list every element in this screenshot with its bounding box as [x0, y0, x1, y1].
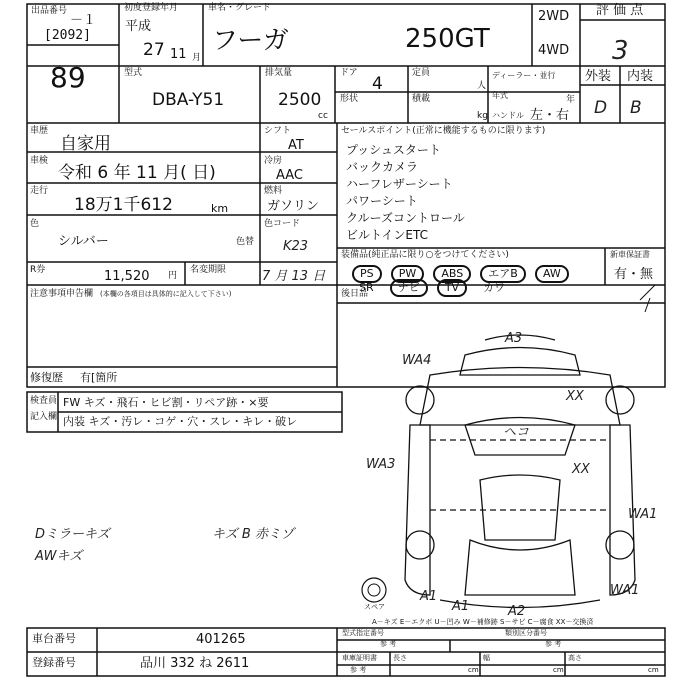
car-condition-diagram	[370, 330, 670, 620]
month-unit: 月	[192, 53, 202, 63]
mileage-unit: km	[211, 202, 229, 215]
sales-point-item: パワーシート	[346, 194, 418, 208]
wheel-front-left	[406, 386, 434, 414]
name-change-label: 名変期限	[190, 265, 227, 275]
sales-point-item: ビルトインETC	[346, 228, 428, 242]
sales-point-item: クルーズコントロール	[346, 211, 465, 225]
handwritten-note-2: AWキズ	[35, 549, 83, 564]
length-unit: cm	[468, 666, 479, 674]
inspection-value: 令和 6 年 11 月( 日)	[58, 163, 216, 183]
sales-points-list	[346, 142, 465, 244]
equip-leather: カワ	[483, 281, 506, 294]
rear-window-shape	[465, 540, 575, 595]
color-change-label: 色替	[236, 237, 255, 247]
equip-sr: SR	[359, 281, 374, 294]
sales-point-item: プッシュスタート	[346, 143, 441, 157]
usage-value: 自家用	[60, 134, 111, 154]
ac-label: 冷房	[264, 156, 283, 166]
drive-4wd: 4WD	[538, 43, 570, 58]
plate-label: 登録番号	[32, 656, 76, 669]
model-label: 車名・グレード	[208, 3, 272, 13]
chassis-label: 車台番号	[32, 632, 76, 645]
wheel-front-right	[606, 386, 634, 414]
color-label: 色	[30, 219, 40, 229]
score-label: 評 価 点	[596, 3, 644, 18]
recycle-unit: 円	[168, 271, 178, 281]
lot-number: 89	[50, 61, 86, 94]
damage-mark: WA1	[628, 507, 658, 522]
damage-mark: A1	[452, 599, 470, 614]
roof-shape	[480, 475, 560, 540]
exterior-grade: D	[594, 98, 608, 118]
sales-point-item: バックカメラ	[346, 160, 419, 174]
first-reg-era: 平成	[125, 19, 152, 34]
fw-row: FW キズ・飛石・ヒビ割・リペア跡・×要	[63, 396, 269, 409]
doors-value: 4	[372, 74, 383, 94]
garage-cert-label: 車庫証明書	[342, 654, 377, 662]
diagram-legend: A－キズ E－エクボ U－凹み W－補修跡 S－サビ C－腐食 XX－交換済	[372, 618, 594, 626]
drive-2wd: 2WD	[538, 9, 570, 24]
handle-label: ハンドル	[492, 111, 524, 120]
caution-label: 注意事項申告欄	[30, 289, 94, 299]
doors-label: ドア	[340, 68, 358, 78]
plate-value: 品川 332 ね 2611	[140, 656, 250, 671]
damage-mark: A3	[505, 331, 523, 346]
load-unit: kg	[477, 111, 488, 121]
lot-mark: －１	[70, 13, 97, 28]
first-reg-month: 11	[170, 47, 187, 62]
damage-mark: WA3	[366, 457, 396, 472]
fuel-value: ガソリン	[267, 199, 320, 214]
equipment-row-2	[352, 276, 516, 297]
length-label: 長さ	[393, 654, 407, 662]
new-car-warranty-label: 新車保証書	[610, 250, 650, 259]
damage-mark: A2	[508, 604, 526, 619]
inspection-label: 車検	[30, 156, 49, 166]
inspector-label-2: 記入欄	[30, 412, 58, 422]
damage-mark: WA4	[402, 353, 432, 368]
equip-abs: ABS	[433, 265, 471, 283]
damage-mark: XX	[572, 462, 590, 477]
width-label: 幅	[483, 654, 490, 662]
model-year-unit: 年	[566, 95, 576, 105]
shift-value: AT	[288, 138, 304, 153]
handwritten-note-1: Dミラーキズ	[35, 527, 110, 542]
capacity-label: 定員	[412, 68, 431, 78]
model-name: フーガ	[212, 26, 289, 56]
equip-navi: ナビ	[390, 279, 428, 297]
width-unit: cm	[553, 666, 564, 674]
name-change-value: 7 月 13 日	[262, 269, 326, 284]
designation-label: 型式指定番号	[342, 629, 384, 637]
category-ref: 参 考	[545, 640, 562, 648]
color-code-value: K23	[283, 239, 309, 254]
designation-ref: 参 考	[380, 640, 397, 648]
equip-airbag: エアB	[480, 265, 526, 283]
equipment-title: 装備品(純正品に限り○をつけてください)	[341, 250, 509, 260]
inspector-label-1: 検査員	[30, 396, 58, 406]
new-car-warranty-value: 有・無	[614, 267, 654, 282]
model-year-label: 年式	[492, 91, 508, 100]
spare-tire-icon	[360, 576, 390, 606]
garage-cert-value: 参 考	[350, 666, 367, 674]
grade: 250GT	[405, 24, 490, 54]
left-side-shape	[405, 425, 430, 595]
equip-pw: PW	[391, 265, 425, 283]
height-unit: cm	[648, 666, 659, 674]
sales-points-title: セールスポイント(正常に機能するものに限ります)	[341, 126, 546, 136]
recycle-label: R券	[30, 265, 46, 275]
displacement-value: 2500	[278, 90, 322, 110]
exterior-label: 外装	[585, 69, 612, 84]
first-reg-label: 初度登録年月	[124, 3, 179, 13]
equip-tv: TV	[437, 279, 467, 297]
caution-note: (本欄の各項目は具体的に記入して下さい)	[100, 290, 232, 298]
sales-point-item: ハーフレザーシート	[346, 177, 453, 191]
lot-code: [2092]	[44, 28, 91, 43]
fuel-label: 燃料	[264, 186, 283, 196]
interior-label: 内装	[627, 69, 654, 84]
displacement-label: 排気量	[265, 68, 293, 78]
load-label: 積載	[412, 94, 431, 104]
lot-number-label: 出品番号	[31, 6, 68, 16]
color-value: シルバー	[58, 234, 109, 249]
equip-ps: PS	[352, 265, 382, 283]
mileage-value: 18万1千612	[74, 195, 173, 215]
equip-aw: AW	[535, 265, 569, 283]
chassis-value: 401265	[196, 632, 246, 647]
displacement-unit: cc	[318, 111, 328, 121]
damage-mark: A1	[420, 589, 438, 604]
front-bumper-shape	[460, 348, 580, 376]
interior-row: 内装 キズ・汚レ・コゲ・穴・スレ・キレ・破レ	[63, 415, 298, 428]
score-value: 3	[612, 36, 629, 66]
handwritten-note-3: キズ B 赤ミゾ	[212, 527, 294, 542]
usage-label: 車歴	[30, 126, 49, 136]
interior-grade: B	[630, 98, 642, 118]
height-label: 高さ	[568, 654, 582, 662]
hood-shape	[420, 368, 620, 426]
shift-label: シフト	[264, 126, 292, 136]
recycle-value: 11,520	[104, 269, 150, 284]
repair-label: 修復歴	[30, 371, 63, 384]
color-code-label: 色コード	[264, 219, 301, 229]
after-fit-label: 後日品	[341, 289, 369, 299]
type-value: DBA-Y51	[152, 90, 225, 110]
category-label: 類別区分番号	[505, 629, 547, 637]
dealer-label: ディーラー・並行	[492, 71, 556, 80]
ac-value: AAC	[276, 168, 303, 183]
type-label: 型式	[124, 68, 143, 78]
damage-mark: WA1	[610, 583, 640, 598]
mileage-label: 走行	[30, 186, 49, 196]
repair-value: 有[箇所	[80, 371, 118, 384]
handle-value: 左・右	[530, 108, 570, 123]
capacity-unit: 人	[477, 81, 487, 91]
first-reg-year: 27	[143, 40, 165, 60]
spare-label: スペア	[364, 603, 385, 611]
damage-mark: XX	[566, 389, 584, 404]
shape-label: 形状	[340, 94, 359, 104]
damage-mark: ヘコ	[503, 425, 530, 440]
